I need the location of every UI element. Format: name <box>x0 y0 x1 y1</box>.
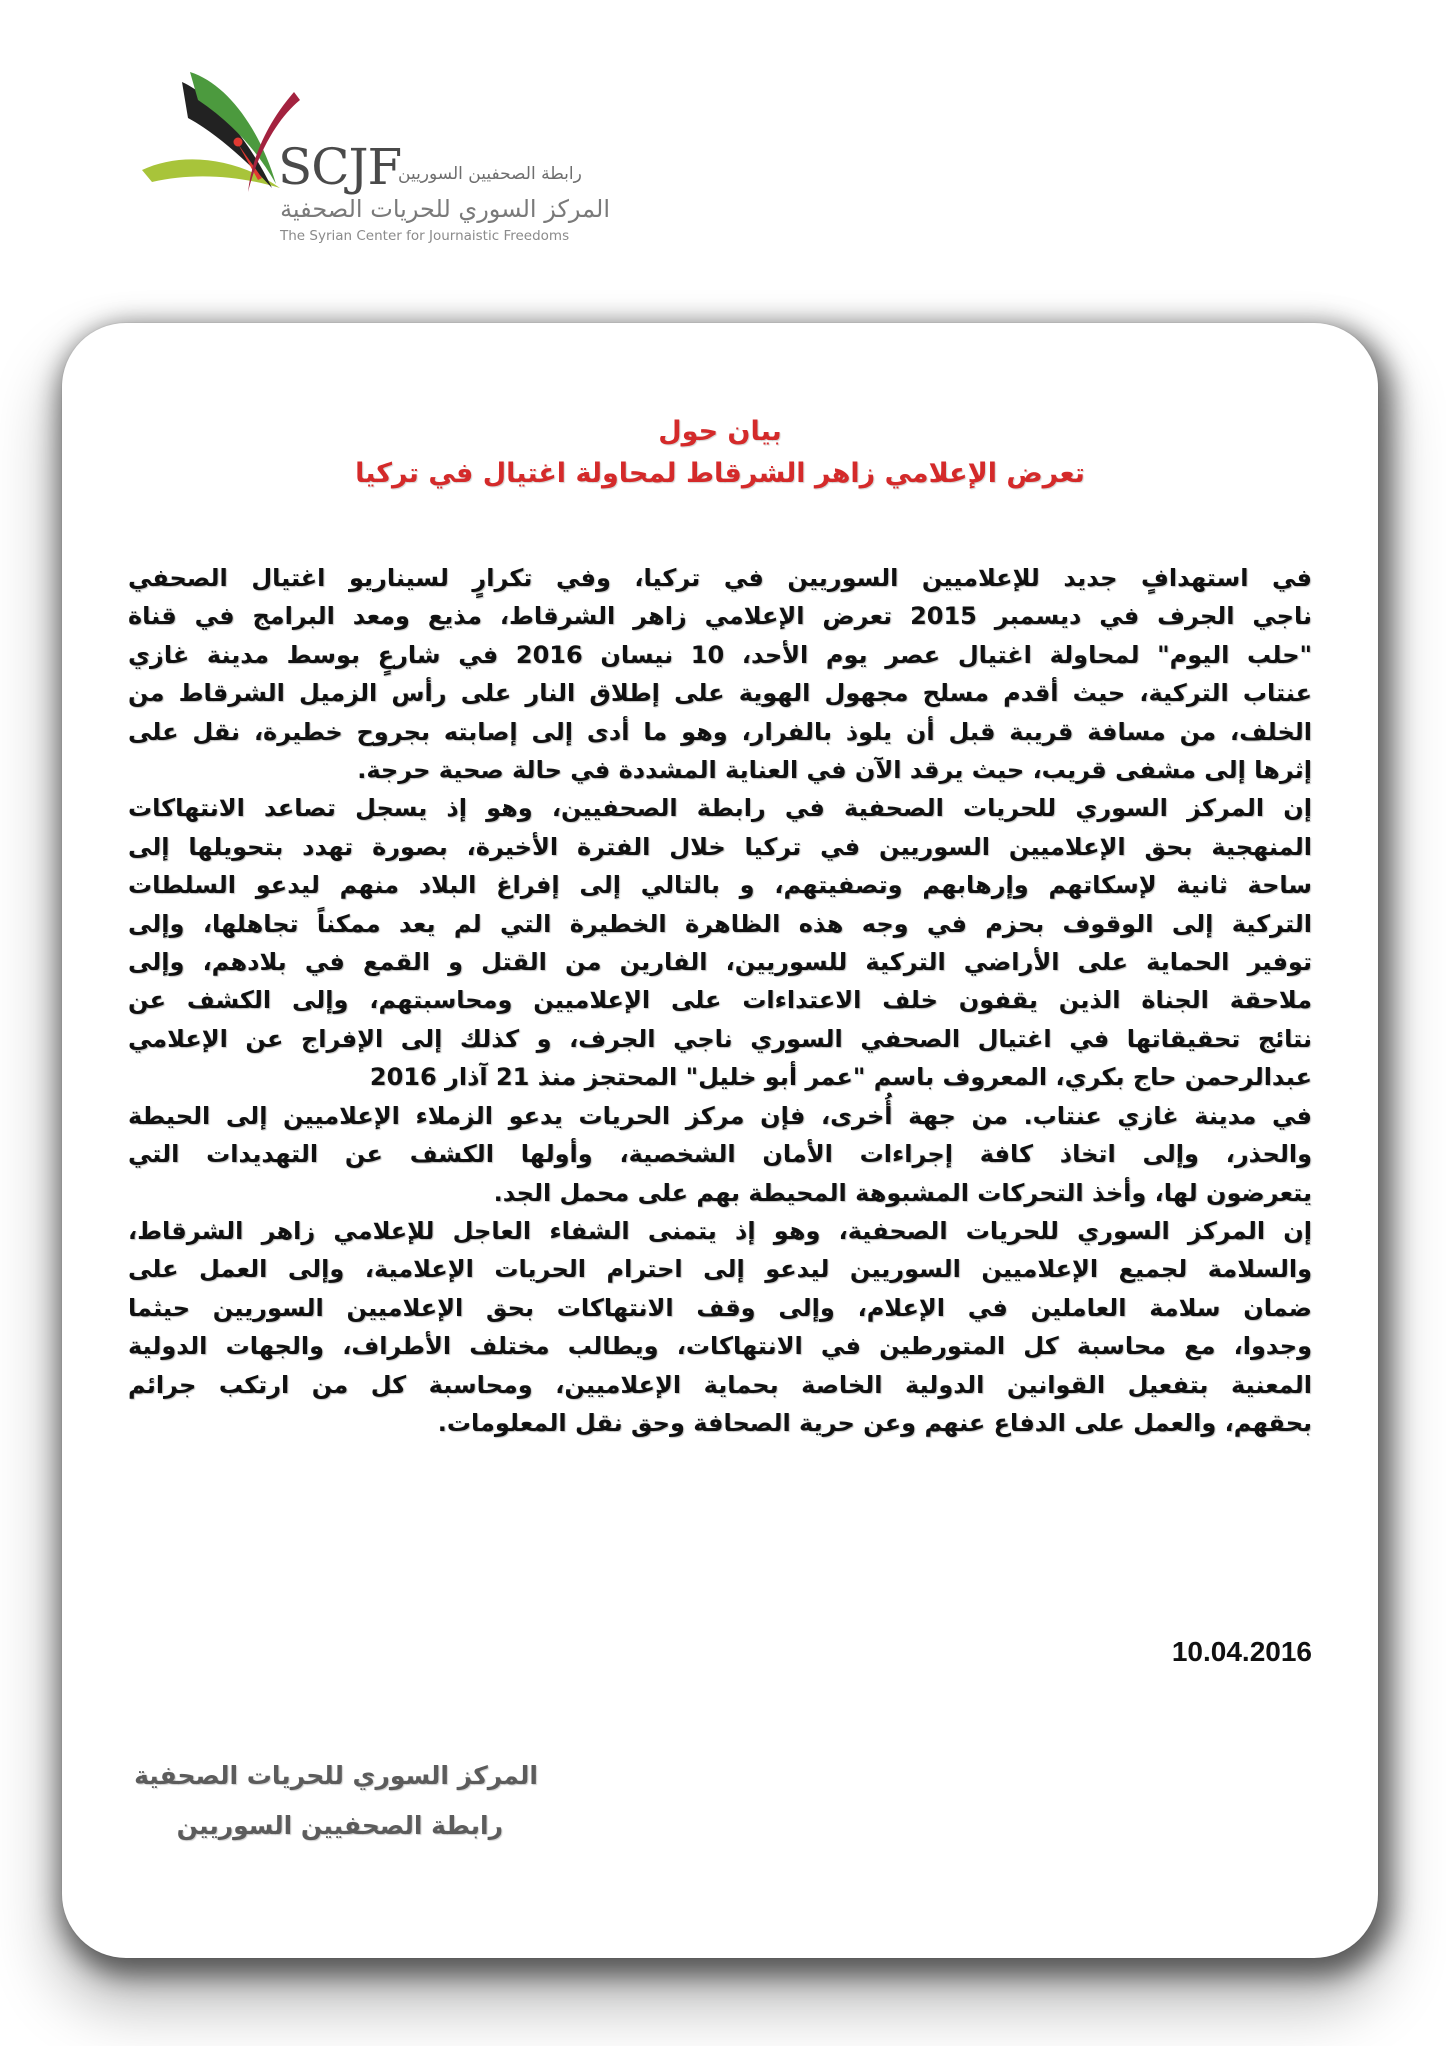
body-line: توفير الحماية على الأراضي التركية للسوريين، الفارين من القتل و القمع في بلادهم، وإلى <box>128 948 1312 977</box>
body-line: عنتاب التركية، حيث أقدم مسلح مجهول الهوية على إطلاق النار على رأس الزميل الشرقاط من <box>128 679 1312 708</box>
body-line: الخلف، من مسافة قريبة قبل أن يلوذ بالفرار، وهو ما أدى إلى إصابته بجروح خطيرة، نقل على <box>128 717 1312 746</box>
signature-block <box>128 1751 608 1851</box>
body-line: والحذر، وإلى اتخاذ كافة إجراءات الأمان الشخصية، وأولها الكشف عن التهديدات التي <box>128 1140 1312 1169</box>
signature-center-name: المركز السوري للحريات الصحفية <box>134 1761 538 1790</box>
body-line: عبدالرحمن حاج بكري، المعروف باسم "عمر أبو خليل" المحتجز منذ 21 آذار 2016 <box>369 1063 1312 1092</box>
body-line: في استهدافٍ جديد للإعلاميين السوريين في تركيا، وفي تكرارٍ لسيناريو اغتيال الصحفي <box>128 564 1312 592</box>
body-line: المنهجية بحق الإعلاميين السوريين في تركيا خلال الفترة الأخيرة، بصورة تهدد بتحويلها إلى <box>128 832 1312 861</box>
logo-arabic-association: رابطة الصحفيين السوريين <box>398 164 582 184</box>
body-line: ضمان سلامة العاملين في الإعلام، وإلى وقف الانتهاكات بحق الإعلاميين السوريين حيثما <box>128 1293 1312 1322</box>
body-line: إن المركز السوري للحريات الصحفية في رابطة الصحفيين، وهو إذ يسجل تصاعد الانتهاكات <box>128 794 1312 823</box>
body-line: بحقهم، والعمل على الدفاع عنهم وعن حرية الصحافة وحق نقل المعلومات. <box>437 1408 1312 1437</box>
logo-abbreviation: SCJF <box>278 138 402 196</box>
body-line: نتائج تحقيقاتها في اغتيال الصحفي السوري ناجي الجرف، و كذلك إلى الإفراج عن الإعلامي <box>128 1024 1312 1053</box>
body-line: ملاحقة الجناة الذين يقفون خلف الاعتداءات على الإعلاميين ومحاسبتهم، وإلى الكشف عن <box>128 986 1312 1015</box>
body-line: التركية إلى الوقوف بحزم في وجه هذه الظاهرة الخطيرة التي لم يعد ممكناً تجاهلها، وإلى <box>128 909 1312 938</box>
body-line: في مدينة غازي عنتاب. من جهة أُخرى، فإن مركز الحريات يدعو الزملاء الإعلاميين إلى الحيطة <box>128 1101 1312 1130</box>
body-line: ساحة ثانية لإسكاتهم وإرهابهم وتصفيتهم، و بالتالي إلى إفراغ البلاد منهم ليدعو السلطات <box>128 871 1312 900</box>
logo-english-name: The Syrian Center for Journaistic Freedoms <box>280 228 570 244</box>
statement-title <box>62 411 1378 495</box>
logo-arabic-center: المركز السوري للحريات الصحفية <box>280 195 610 223</box>
paragraph-1 <box>128 559 1312 789</box>
statement-body <box>128 559 1312 1442</box>
signature-association-name: رابطة الصحفيين السوريين <box>176 1811 503 1840</box>
paragraph-4 <box>128 1212 1312 1442</box>
body-line: إن المركز السوري للحريات الصحفية، وهو إذ يتمنى الشفاء العاجل للإعلامي زاهر الشرقاط، <box>128 1216 1312 1245</box>
statement-date: 10.04.2016 <box>1171 1636 1312 1667</box>
body-line: يتعرضون لها، وأخذ التحركات المشبوهة المحيطة بهم على محمل الجد. <box>493 1178 1312 1207</box>
scjf-logo <box>140 60 620 250</box>
paragraph-2 <box>128 789 1312 1096</box>
body-line: إثرها إلى مشفى قريب، حيث يرقد الآن في العناية المشددة في حالة صحية حرجة. <box>357 756 1312 785</box>
statement-card <box>62 323 1378 1958</box>
body-line: "حلب اليوم" لمحاولة اغتيال عصر يوم الأحد، 10 نيسان 2016 في شارعٍ بوسط مدينة غازي <box>128 640 1313 669</box>
paragraph-3 <box>128 1097 1312 1212</box>
title-line-1: بيان حول <box>658 416 782 447</box>
body-line: ناجي الجرف في ديسمبر 2015 تعرض الإعلامي زاهر الشرقاط، مذيع ومعد البرامج في قناة <box>128 602 1312 631</box>
body-line: المعنية بتفعيل القوانين الدولية الخاصة بحماية الإعلاميين، ومحاسبة كل من ارتكب جرائم <box>128 1370 1312 1399</box>
body-line: وجدوا، مع محاسبة كل المتورطين في الانتهاكات، ويطالب مختلف الأطراف، والجهات الدولية <box>128 1332 1312 1361</box>
title-line-2: تعرض الإعلامي زاهر الشرقاط لمحاولة اغتيال في تركيا <box>355 458 1085 489</box>
body-line: والسلامة لجميع الإعلاميين السوريين ليدعو إلى احترام الحريات الإعلامية، وإلى العمل على <box>128 1255 1312 1284</box>
